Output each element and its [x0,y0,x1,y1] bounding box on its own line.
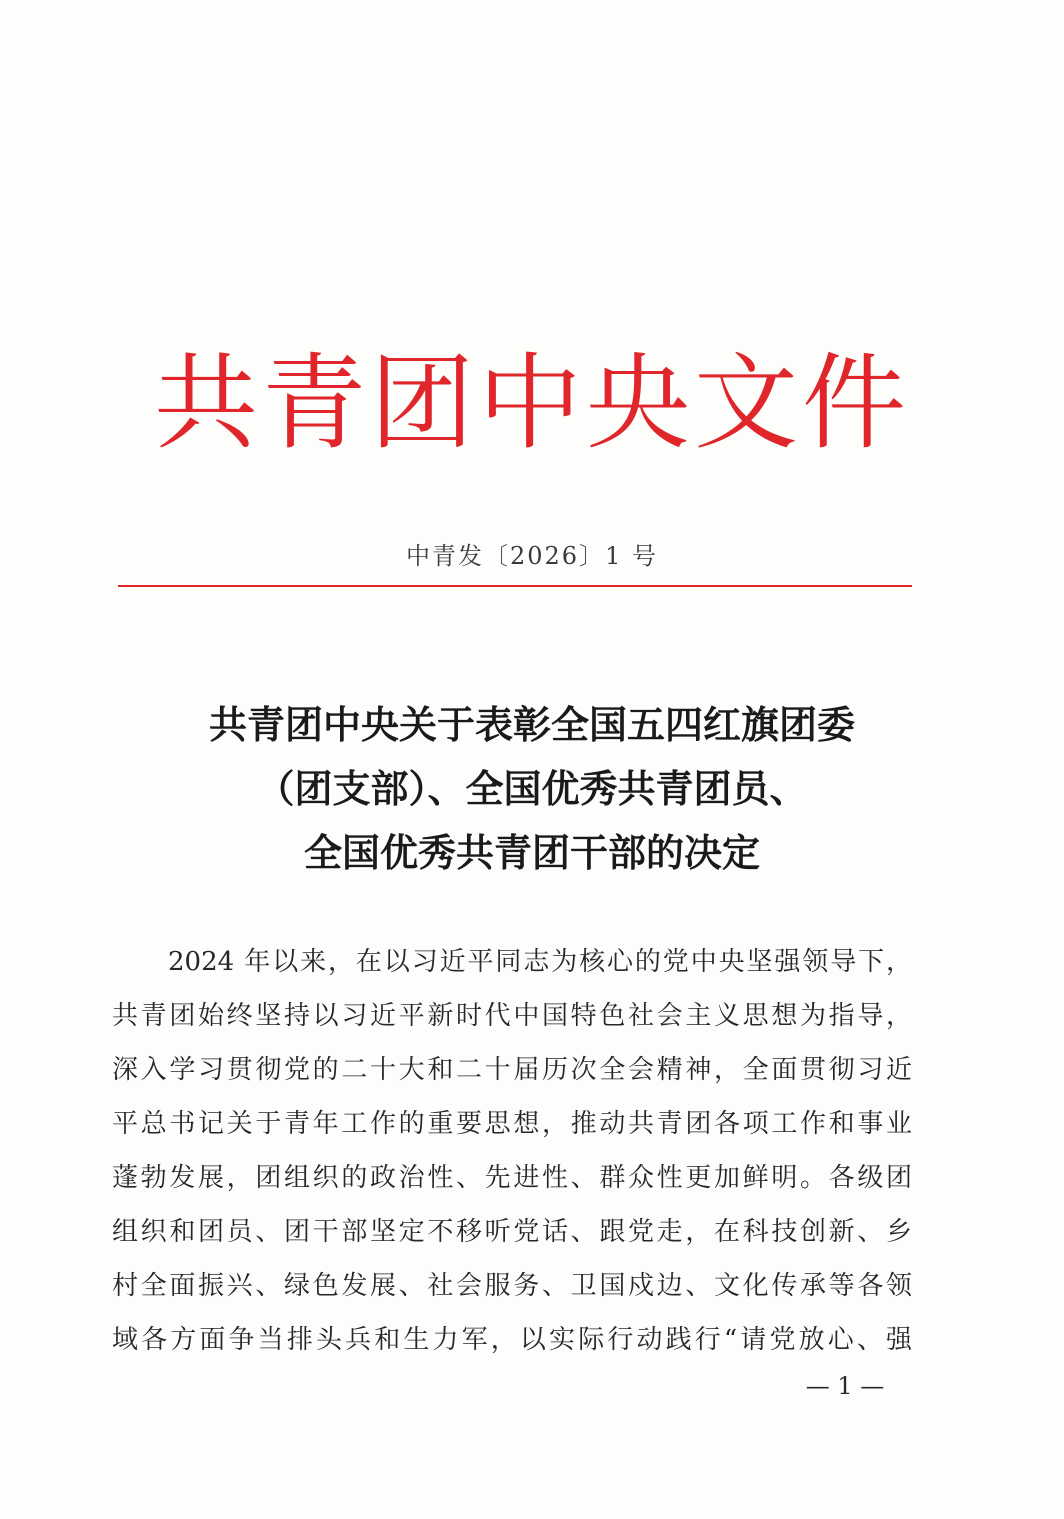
decision-title-line: 全国优秀共青团干部的决定 [303,831,760,875]
red-separator-line [118,585,912,587]
body-line: 村全面振兴、绿色发展、社会服务、卫国戍边、文化传承等各领 [112,1271,912,1301]
page-number: — 1 — [805,1372,885,1400]
decision-title-line: 共青团中央关于表彰全国五四红旗团委 [208,703,855,747]
body-line: 共青团始终坚持以习近平新时代中国特色社会主义思想为指导， [112,1001,912,1031]
body-line: 2024 年以来，在以习近平同志为核心的党中央坚强领导下， [168,947,912,977]
decision-title [0,693,1064,885]
body-line: 蓬勃发展，团组织的政治性、先进性、群众性更加鲜明。各级团 [112,1163,912,1193]
body-line: 平总书记关于青年工作的重要思想，推动共青团各项工作和事业 [112,1109,912,1139]
body-paragraph [112,935,912,1367]
decision-title-line: （团支部）、全国优秀共青团员、 [256,767,808,811]
body-line: 域各方面争当排头兵和生力军，以实际行动践行“请党放心、强 [112,1325,912,1355]
document-header-title: 共青团中央文件 [153,342,910,464]
body-line: 组织和团员、团干部坚定不移听党话、跟党走，在科技创新、乡 [112,1217,912,1247]
document-number: 中青发〔2026〕1 号 [406,542,658,570]
body-line: 深入学习贯彻党的二十大和二十届历次全会精神，全面贯彻习近 [112,1055,912,1085]
